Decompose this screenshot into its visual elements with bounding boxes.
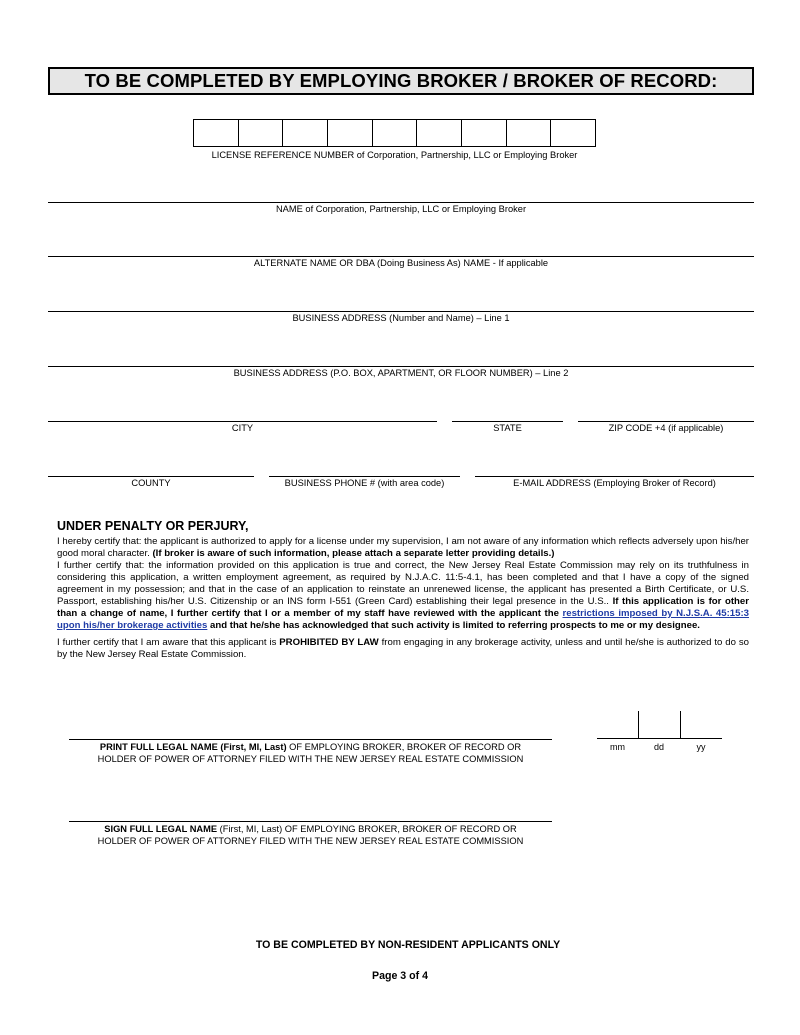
restrictions-link[interactable]: restrictions imposed by N.J.S.A. 45:15:3 upon his/her brokerage activities — [57, 608, 749, 631]
city-label: CITY — [231, 423, 254, 433]
license-digit-box[interactable] — [194, 120, 239, 146]
certification-paragraph-1: I hereby certify that: the applicant is authorized to apply for a license under my supervision, I am not aware of any information which reflects adversely upon his/her good moral character. (If broker is aware of such information, please attach a separate letter providing details.) — [57, 536, 749, 559]
signature-label: SIGN FULL LEGAL NAME (First, MI, Last) OF EMPLOYING BROKER, BROKER OF RECORD OR HOLDER OF POWER OF ATTORNEY FILED WITH THE NEW JERSEY REAL ESTATE COMMISSION — [97, 824, 524, 846]
signature-field[interactable] — [69, 821, 552, 822]
date-field[interactable] — [597, 711, 722, 739]
page-number: Page 3 of 4 — [372, 970, 428, 982]
zip-field[interactable] — [578, 421, 754, 422]
name-field[interactable] — [48, 202, 754, 203]
zip-label: ZIP CODE +4 (if applicable) — [608, 423, 724, 433]
license-digit-box[interactable] — [328, 120, 373, 146]
date-divider — [680, 711, 681, 738]
section-title-text: TO BE COMPLETED BY EMPLOYING BROKER / BROKER OF RECORD: — [84, 70, 718, 91]
print-name-label: PRINT FULL LEGAL NAME (First, MI, Last) OF EMPLOYING BROKER, BROKER OF RECORD OR HOLDER OF POWER OF ATTORNEY FILED WITH THE NEW JERSEY REAL ESTATE COMMISSION — [97, 742, 524, 764]
state-label: STATE — [493, 423, 522, 433]
address-line2-field[interactable] — [48, 366, 754, 367]
license-digit-box[interactable] — [551, 120, 595, 146]
license-reference-input[interactable] — [193, 119, 596, 147]
phone-label: BUSINESS PHONE # (with area code) — [284, 478, 445, 488]
certification-paragraph-2: I further certify that: the information provided on this application is true and correct, the New Jersey Real Estate Commission may rely on its truthfulness in considering this application, a written employment agreement, as required by N.J.A.C. 11:5-4.1, has been completed and that I have a copy of the signed agreement in my possession; and that in the case of an application to reinstate an unrenewed license, the applicant has presented a Birth Certificate, or U.S. Passport, establishing his/her U.S. Citizenship or an INS form I-551 (Green Card) establishing their legal presence in the U.S.. If this application is for other than a change of name, I further certify that I or a member of my staff have reviewed with the applicant the restrictions imposed by N.J.S.A. 45:15:3 upon his/her brokerage activities and that he/she has acknowledged that such activity is limited to referring prospects to me or my designee. — [57, 560, 749, 631]
email-field[interactable] — [475, 476, 754, 477]
city-field[interactable] — [48, 421, 437, 422]
email-label: E-MAIL ADDRESS (Employing Broker of Record) — [513, 478, 716, 488]
license-digit-box[interactable] — [373, 120, 418, 146]
phone-field[interactable] — [269, 476, 460, 477]
alternate-name-label: ALTERNATE NAME OR DBA (Doing Business As) NAME - If applicable — [253, 258, 549, 268]
print-name-field[interactable] — [69, 739, 552, 740]
date-mm-label: mm — [610, 742, 625, 752]
section-title — [48, 67, 754, 95]
address-line1-field[interactable] — [48, 311, 754, 312]
license-digit-box[interactable] — [462, 120, 507, 146]
alternate-name-field[interactable] — [48, 256, 754, 257]
address-line2-label: BUSINESS ADDRESS (P.O. BOX, APARTMENT, OR FLOOR NUMBER) – Line 2 — [233, 368, 569, 378]
non-resident-heading: TO BE COMPLETED BY NON-RESIDENT APPLICANTS ONLY — [255, 939, 561, 951]
license-digit-box[interactable] — [507, 120, 552, 146]
certification-heading: UNDER PENALTY OR PERJURY, — [57, 519, 249, 533]
name-label: NAME of Corporation, Partnership, LLC or Employing Broker — [275, 204, 527, 214]
date-divider — [638, 711, 639, 738]
state-field[interactable] — [452, 421, 563, 422]
license-digit-box[interactable] — [239, 120, 284, 146]
license-reference-label: LICENSE REFERENCE NUMBER of Corporation, Partnership, LLC or Employing Broker — [211, 150, 578, 160]
license-digit-box[interactable] — [283, 120, 328, 146]
date-yy-label: yy — [696, 742, 706, 752]
certification-body — [57, 536, 749, 661]
county-field[interactable] — [48, 476, 254, 477]
date-dd-label: dd — [653, 742, 664, 752]
address-line1-label: BUSINESS ADDRESS (Number and Name) – Line 1 — [292, 313, 510, 323]
county-label: COUNTY — [131, 478, 171, 488]
certification-paragraph-3: I further certify that I am aware that this applicant is PROHIBITED BY LAW from engaging in any brokerage activity, unless and until he/she is authorized to do so by the New Jersey Real Estate Commission. — [57, 637, 749, 660]
license-digit-box[interactable] — [417, 120, 462, 146]
